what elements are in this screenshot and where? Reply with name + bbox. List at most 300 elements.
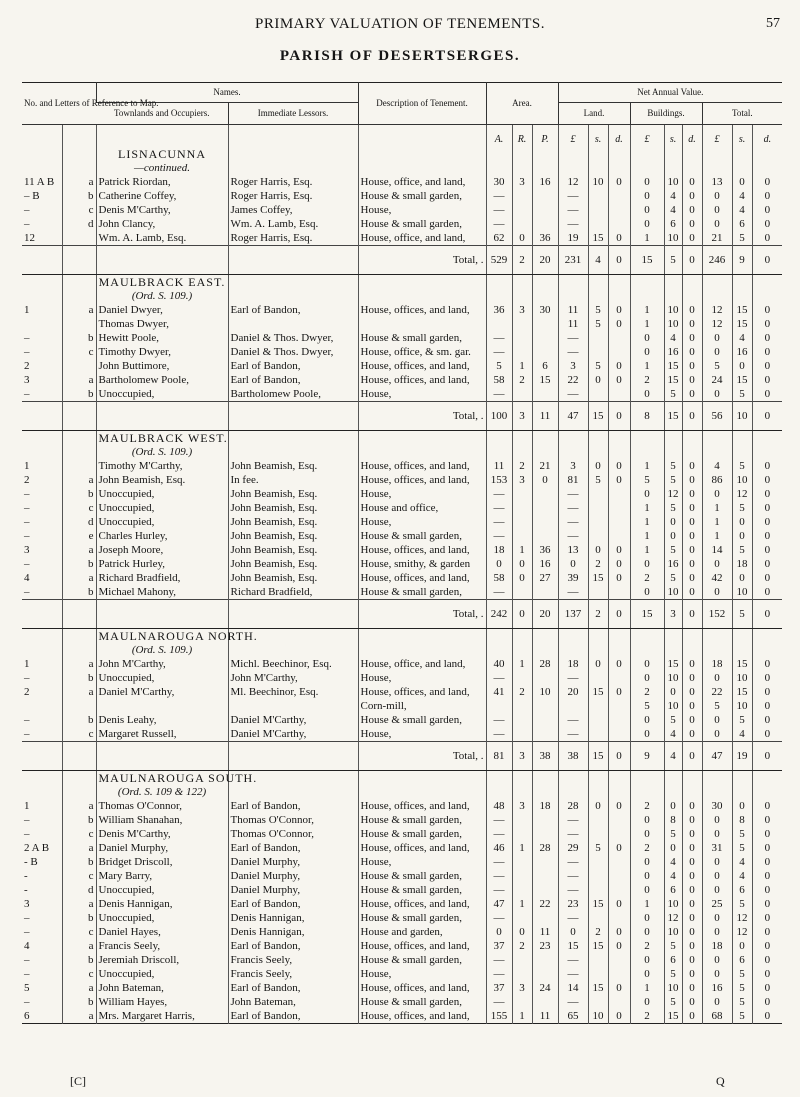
total-pence: 0: [752, 713, 782, 727]
buildings-shillings: 4: [664, 727, 682, 742]
total-pounds: 0: [702, 855, 732, 869]
lessor-name: Daniel M'Carthy,: [228, 713, 358, 727]
buildings-pounds: 2: [630, 1009, 664, 1024]
land-shillings: 5: [588, 359, 608, 373]
area-perches: [532, 203, 558, 217]
blank-cell: [532, 785, 558, 799]
lessor-name: Earl of Bandon,: [228, 1009, 358, 1024]
buildings-shillings: 10: [664, 317, 682, 331]
blank-cell: [532, 275, 558, 290]
map-ref-number: –: [24, 996, 30, 1008]
lessor-blank: [228, 600, 358, 629]
total-buildings-shillings: 5: [664, 246, 682, 275]
land-shillings: 0: [588, 373, 608, 387]
units-row: A. R. P. £ s. d. £ s. d. £ s. d.: [22, 125, 782, 148]
buildings-pounds: 1: [630, 317, 664, 331]
map-ref-letter: b: [62, 387, 96, 402]
area-roods: 1: [512, 897, 532, 911]
tenement-description: [358, 317, 486, 331]
townland-sub-row: [22, 643, 782, 657]
total-shillings: 5: [732, 1009, 752, 1024]
area-roods: 3: [512, 303, 532, 317]
area-roods: 0: [512, 231, 532, 246]
blank-cell: [486, 643, 512, 657]
blank-cell: [486, 431, 512, 446]
map-ref-number: –: [24, 558, 30, 570]
blank-cell: [664, 147, 682, 161]
occupier-name: Unoccupied,: [96, 671, 228, 685]
buildings-shillings: 4: [664, 855, 682, 869]
total-area-perches: 11: [532, 402, 558, 431]
blank-cell: [664, 771, 682, 786]
blank-cell: [358, 643, 486, 657]
land-shillings: [588, 967, 608, 981]
land-pounds: —: [558, 813, 588, 827]
buildings-pounds: 1: [630, 543, 664, 557]
total-land-shillings: 15: [588, 402, 608, 431]
table-row: [22, 487, 782, 501]
land-shillings: [588, 671, 608, 685]
area-acres: 155: [486, 1009, 512, 1024]
land-shillings: [588, 515, 608, 529]
blank-cell: [228, 643, 358, 657]
area-acres: —: [486, 189, 512, 203]
total-row: [22, 600, 782, 629]
total-pounds: 0: [702, 331, 732, 345]
area-roods: 2: [512, 373, 532, 387]
blank-cell: [228, 275, 358, 290]
buildings-pounds: 0: [630, 671, 664, 685]
area-roods: [512, 345, 532, 359]
table-row: [22, 217, 782, 231]
land-pence: [608, 813, 630, 827]
buildings-shillings: 10: [664, 585, 682, 600]
total-pounds: 0: [702, 911, 732, 925]
land-pence: 0: [608, 459, 630, 473]
total-land-pence: 0: [608, 600, 630, 629]
area-acres: —: [486, 501, 512, 515]
table-row: [22, 387, 782, 402]
area-acres: —: [486, 727, 512, 742]
area-roods: 3: [512, 175, 532, 189]
lessor-name: Denis Hannigan,: [228, 911, 358, 925]
land-pounds: 23: [558, 897, 588, 911]
map-ref-letter: b: [62, 557, 96, 571]
page-title: PRIMARY VALUATION OF TENEMENTS.: [255, 16, 545, 32]
area-acres: —: [486, 713, 512, 727]
buildings-shillings: 12: [664, 911, 682, 925]
land-pence: 0: [608, 897, 630, 911]
blank-cell: [630, 785, 664, 799]
blank-cell: [630, 275, 664, 290]
blank-cell: [512, 629, 532, 644]
total-pounds: 0: [702, 995, 732, 1009]
tenement-description: House, office, & sm. gar.: [358, 345, 486, 359]
area-acres: 18: [486, 543, 512, 557]
area-perches: [532, 827, 558, 841]
tenement-description: House & small garden,: [358, 883, 486, 897]
lessor-name: John Bateman,: [228, 995, 358, 1009]
blank-cell: [630, 643, 664, 657]
ref-blank: [22, 629, 62, 644]
buildings-pence: 0: [682, 231, 702, 246]
total-pence: 0: [752, 953, 782, 967]
buildings-shillings: 15: [664, 359, 682, 373]
area-roods: [512, 501, 532, 515]
blank-cell: [532, 643, 558, 657]
nav-header: Net Annual Value.: [558, 83, 782, 103]
buildings-pence: 0: [682, 713, 702, 727]
total-row: [22, 742, 782, 771]
occupier-name: William Hayes,: [96, 995, 228, 1009]
land-pence: [608, 869, 630, 883]
tenement-description: House & small garden,: [358, 953, 486, 967]
buildings-pounds: 1: [630, 981, 664, 995]
land-pence: [608, 515, 630, 529]
buildings-shillings: 4: [664, 189, 682, 203]
total-pence: 0: [752, 217, 782, 231]
area-roods: 1: [512, 359, 532, 373]
buildings-pounds: 0: [630, 387, 664, 402]
area-perches: 28: [532, 841, 558, 855]
total-land-pounds: 137: [558, 600, 588, 629]
land-pounds: [558, 699, 588, 713]
land-pounds: 13: [558, 543, 588, 557]
ref-blank: [22, 445, 62, 459]
occupier-blank: [96, 600, 228, 629]
map-ref-number: –: [24, 204, 30, 216]
blank-cell: [486, 275, 512, 290]
map-ref-number: –: [24, 728, 30, 740]
area-acres: 58: [486, 571, 512, 585]
area-perches: 36: [532, 543, 558, 557]
blank-cell: [752, 147, 782, 161]
tenement-description: House,: [358, 855, 486, 869]
buildings-shillings: 4: [664, 203, 682, 217]
total-pounds: 22: [702, 685, 732, 699]
blank-cell: [752, 431, 782, 446]
total-shillings: 4: [732, 855, 752, 869]
tenement-description: House & small garden,: [358, 585, 486, 600]
map-ref-letter: c: [62, 345, 96, 359]
map-ref-number: –: [24, 388, 30, 400]
blank-cell: [588, 289, 608, 303]
buildings-pence: 0: [682, 727, 702, 742]
buildings-pounds: 0: [630, 175, 664, 189]
map-ref-number: –: [24, 488, 30, 500]
total-shillings: 15: [732, 685, 752, 699]
total-pence: 0: [752, 515, 782, 529]
total-pounds: 0: [702, 387, 732, 402]
land-shillings: 15: [588, 981, 608, 995]
table-row: [22, 953, 782, 967]
lessor-name: [228, 699, 358, 713]
buildings-pounds: 1: [630, 231, 664, 246]
land-pounds: —: [558, 855, 588, 869]
total-shillings: 10: [732, 473, 752, 487]
blank-cell: [682, 445, 702, 459]
occupier-name: Timothy Dwyer,: [96, 345, 228, 359]
buildings-pounds: 0: [630, 557, 664, 571]
ref-blank: [22, 161, 62, 175]
table-row: [22, 713, 782, 727]
lessor-name: Thomas O'Connor,: [228, 813, 358, 827]
buildings-pounds: 0: [630, 883, 664, 897]
buildings-pounds: 1: [630, 515, 664, 529]
area-roods: 1: [512, 841, 532, 855]
land-shillings: 15: [588, 571, 608, 585]
land-shillings: 0: [588, 543, 608, 557]
land-shillings: [588, 727, 608, 742]
buildings-shillings: 10: [664, 981, 682, 995]
tenement-description: House, offices, and land,: [358, 799, 486, 813]
total-shillings: 5: [732, 827, 752, 841]
buildings-shillings: 15: [664, 657, 682, 671]
occupier-name: Bridget Driscoll,: [96, 855, 228, 869]
blank-cell: [682, 147, 702, 161]
total-pence: 0: [752, 799, 782, 813]
total-shillings: 5: [732, 967, 752, 981]
area-roods: [512, 911, 532, 925]
blank-cell: [358, 445, 486, 459]
lessor-name: Daniel Murphy,: [228, 869, 358, 883]
letter-blank: [62, 246, 96, 275]
buildings-shillings: 10: [664, 671, 682, 685]
total-pounds: 18: [702, 939, 732, 953]
total-buildings-pounds: 9: [630, 742, 664, 771]
names-header: Names.: [96, 83, 358, 103]
lessor-name: John Beamish, Esq.: [228, 515, 358, 529]
area-roods: 2: [512, 685, 532, 699]
blank-cell: [664, 445, 682, 459]
table-row: [22, 685, 782, 699]
map-ref-letter: c: [62, 925, 96, 939]
table-row: [22, 855, 782, 869]
occupier-name: Thomas Dwyer,: [96, 317, 228, 331]
occupier-name: Patrick Hurley,: [96, 557, 228, 571]
blank-cell: [608, 445, 630, 459]
land-pounds: 12: [558, 175, 588, 189]
table-row: [22, 925, 782, 939]
area-perches: 11: [532, 1009, 558, 1024]
land-shillings: [588, 883, 608, 897]
map-ref-letter: e: [62, 529, 96, 543]
lessor-name: Richard Bradfield,: [228, 585, 358, 600]
area-perches: [532, 699, 558, 713]
buildings-pence: 0: [682, 953, 702, 967]
map-ref-number: – B: [24, 190, 40, 202]
occupier-name: Catherine Coffey,: [96, 189, 228, 203]
land-shillings: 5: [588, 473, 608, 487]
occupier-name: Unoccupied,: [96, 967, 228, 981]
buildings-pounds: 2: [630, 939, 664, 953]
area-perches: [532, 317, 558, 331]
buildings-pence: 0: [682, 939, 702, 953]
blank-cell: [752, 643, 782, 657]
total-pounds: 21: [702, 231, 732, 246]
blank-cell: [702, 445, 732, 459]
occupier-name: Denis Hannigan,: [96, 897, 228, 911]
blank-cell: [512, 161, 532, 175]
total-pounds: 0: [702, 883, 732, 897]
total-label: Total, .: [358, 246, 486, 275]
table-row: [22, 373, 782, 387]
occupier-name: John Bateman,: [96, 981, 228, 995]
land-pence: [608, 855, 630, 869]
total-pounds: 16: [702, 981, 732, 995]
buildings-shillings: 4: [664, 331, 682, 345]
blank-cell: [752, 771, 782, 786]
area-acres: 47: [486, 897, 512, 911]
land-pounds: —: [558, 189, 588, 203]
blank-cell: [228, 445, 358, 459]
table-row: [22, 359, 782, 373]
land-shillings: 0: [588, 799, 608, 813]
townland-name: MAULNAROUGA SOUTH.: [96, 771, 228, 786]
lessor-name: Daniel M'Carthy,: [228, 727, 358, 742]
total-pence: 0: [752, 317, 782, 331]
buildings-pounds: 0: [630, 995, 664, 1009]
land-pence: 0: [608, 799, 630, 813]
tenement-description: House & small garden,: [358, 189, 486, 203]
letter-blank: [62, 643, 96, 657]
tenement-description: House, offices, and land,: [358, 359, 486, 373]
land-shillings: 10: [588, 175, 608, 189]
buildings-pounds: 1: [630, 897, 664, 911]
blank-cell: [664, 643, 682, 657]
table-row: [22, 657, 782, 671]
blank-cell: [358, 275, 486, 290]
blank-cell: [732, 445, 752, 459]
tenement-description: House, office, and land,: [358, 657, 486, 671]
townland-sub-row: [22, 161, 782, 175]
map-ref-number: –: [24, 530, 30, 542]
map-ref-letter: [62, 317, 96, 331]
total-buildings-pence: 0: [682, 742, 702, 771]
total-pounds: 31: [702, 841, 732, 855]
total-pence: 0: [752, 897, 782, 911]
total-area-roods: 0: [512, 600, 532, 629]
total-pence: 0: [752, 571, 782, 585]
table-row: [22, 203, 782, 217]
area-perches: [532, 883, 558, 897]
total-pounds: 0: [702, 189, 732, 203]
buildings-shillings: 5: [664, 387, 682, 402]
townland-heading-row: [22, 275, 782, 290]
area-acres: 46: [486, 841, 512, 855]
area-roods: [512, 953, 532, 967]
total-pence: 0: [752, 203, 782, 217]
map-ref-letter: b: [62, 911, 96, 925]
letter-blank: [62, 402, 96, 431]
letter-blank: [62, 275, 96, 290]
table-row: [22, 473, 782, 487]
land-pounds: 0: [558, 557, 588, 571]
total-pounds: 42: [702, 571, 732, 585]
buildings-shillings: 0: [664, 515, 682, 529]
lessor-name: Ml. Beechinor, Esq.: [228, 685, 358, 699]
buildings-shillings: 5: [664, 459, 682, 473]
land-pence: [608, 345, 630, 359]
occupier-name: Mrs. Margaret Harris,: [96, 1009, 228, 1024]
area-roods: [512, 317, 532, 331]
total-area-acres: 81: [486, 742, 512, 771]
table-row: [22, 671, 782, 685]
buildings-shillings: 10: [664, 175, 682, 189]
ref-blank: [22, 771, 62, 786]
lessor-name: John Beamish, Esq.: [228, 501, 358, 515]
buildings-pounds: 0: [630, 967, 664, 981]
tenement-description: House, office, and land,: [358, 231, 486, 246]
map-ref-letter: a: [62, 543, 96, 557]
total-shillings: 15: [732, 657, 752, 671]
map-ref-letter: b: [62, 713, 96, 727]
map-ref-letter: a: [62, 1009, 96, 1024]
land-pence: [608, 827, 630, 841]
land-pence: [608, 953, 630, 967]
blank-cell: [682, 161, 702, 175]
letter-blank: [62, 147, 96, 161]
map-ref-letter: b: [62, 953, 96, 967]
tenement-description: House,: [358, 203, 486, 217]
area-acres: 0: [486, 925, 512, 939]
land-pounds: —: [558, 487, 588, 501]
land-pence: [608, 671, 630, 685]
land-pence: [608, 331, 630, 345]
area-roods: [512, 331, 532, 345]
area-perches: [532, 855, 558, 869]
area-perches: [532, 869, 558, 883]
total-pence: 0: [752, 459, 782, 473]
lessor-name: Denis Hannigan,: [228, 925, 358, 939]
tenement-description: House, offices, and land,: [358, 897, 486, 911]
lessor-name: Earl of Bandon,: [228, 799, 358, 813]
area-acres: 48: [486, 799, 512, 813]
total-pence: 0: [752, 981, 782, 995]
total-buildings-pounds: 15: [630, 600, 664, 629]
land-pounds: 29: [558, 841, 588, 855]
blank-cell: [588, 445, 608, 459]
total-pence: 0: [752, 841, 782, 855]
ref-blank: [22, 147, 62, 161]
total-pounds: 0: [702, 925, 732, 939]
total-pounds: 0: [702, 953, 732, 967]
land-pence: 0: [608, 981, 630, 995]
blank-cell: [558, 289, 588, 303]
blank-cell: [682, 643, 702, 657]
total-label: Total, .: [358, 402, 486, 431]
blank-cell: [558, 431, 588, 446]
buildings-shillings: 6: [664, 217, 682, 231]
land-pence: 0: [608, 571, 630, 585]
table-row: [22, 303, 782, 317]
land-shillings: [588, 189, 608, 203]
map-ref-letter: a: [62, 685, 96, 699]
total-label: Total, .: [358, 742, 486, 771]
land-pounds: 65: [558, 1009, 588, 1024]
buildings-pounds: 0: [630, 713, 664, 727]
land-pence: 0: [608, 557, 630, 571]
map-ref-number: 1: [24, 800, 30, 812]
land-pounds: —: [558, 331, 588, 345]
buildings-shillings: 5: [664, 967, 682, 981]
townland-subtitle: (Ord. S. 109.): [96, 289, 228, 303]
map-ref-number: –: [24, 218, 30, 230]
area-roods: 1: [512, 657, 532, 671]
letter-blank: [62, 785, 96, 799]
buildings-shillings: 5: [664, 571, 682, 585]
map-ref-number: 6: [24, 1010, 30, 1022]
